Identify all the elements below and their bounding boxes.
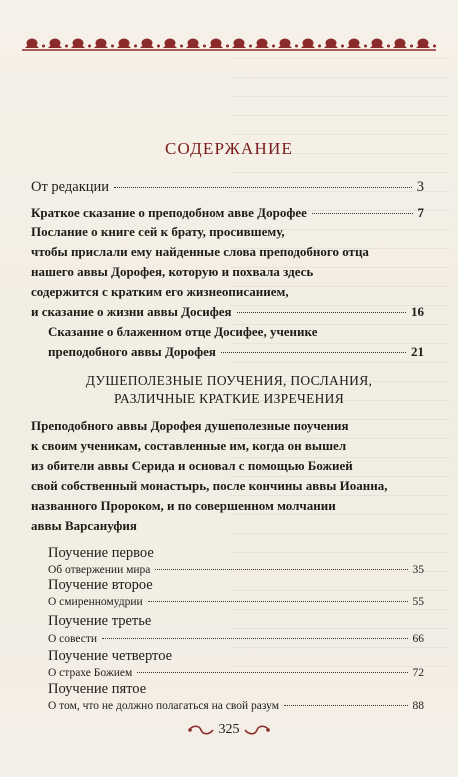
dot-leader xyxy=(312,213,413,214)
dot-leader xyxy=(237,312,406,313)
intro-line: Преподобного аввы Дорофея душеполезные поучения xyxy=(31,418,349,433)
toc-entry-line: чтобы прислали ему найденные слова преподобного отца xyxy=(31,244,369,259)
ornament-motif xyxy=(163,39,183,49)
ornament-motif xyxy=(416,39,436,49)
dot-leader xyxy=(155,569,407,570)
teaching-heading: Поучение третье xyxy=(48,613,152,629)
toc-page-number: 21 xyxy=(411,344,424,359)
intro-line: из обители аввы Серида и основал с помощью Божией xyxy=(31,458,353,473)
ornament-motif xyxy=(71,39,91,49)
toc-entry-line: Послание о книге сей к брату, просившему, xyxy=(31,224,285,239)
teaching-subtitle-row xyxy=(48,700,424,712)
ornament-motif xyxy=(324,39,344,49)
toc-page-number: 7 xyxy=(417,205,424,220)
ornament-motif xyxy=(255,39,275,49)
toc-page-number: 3 xyxy=(416,179,424,195)
toc-page-number: 16 xyxy=(411,304,424,319)
toc-page-number: 66 xyxy=(412,633,424,645)
toc-page-number: 88 xyxy=(412,700,424,712)
teaching-subtitle: Об отвержении мира xyxy=(48,564,151,576)
section-heading-line: ДУШЕПОЛЕЗНЫЕ ПОУЧЕНИЯ, ПОСЛАНИЯ, xyxy=(85,373,373,388)
dot-leader xyxy=(284,705,408,706)
toc-entry-short-tale[interactable] xyxy=(31,205,424,221)
ornament-motif xyxy=(140,39,160,49)
intro-line: названного Пророком, и по совершенном молчании xyxy=(31,498,336,513)
section-heading-line: РАЗЛИЧНЫЕ КРАТКИЕ ИЗРЕЧЕНИЯ xyxy=(113,391,345,406)
ornament-motif xyxy=(370,39,390,49)
ornament-motif xyxy=(393,39,413,49)
ornament-motif xyxy=(117,39,137,49)
toc-entry-last-line xyxy=(31,304,424,320)
toc-page-number: 35 xyxy=(412,564,424,576)
flourish-right-icon xyxy=(243,724,271,736)
page-number-footer xyxy=(0,722,458,738)
teaching-subtitle: О страхе Божием xyxy=(48,667,133,679)
ornament-motif xyxy=(347,39,367,49)
decorative-border-ornament xyxy=(22,35,436,53)
page-title: СОДЕРЖАНИЕ xyxy=(164,139,294,158)
teaching-subtitle-row xyxy=(48,564,424,576)
toc-entry-last-line xyxy=(48,344,424,360)
dot-leader xyxy=(102,638,407,639)
ornament-motif xyxy=(94,39,114,49)
dot-leader xyxy=(148,601,408,602)
page-number: 325 xyxy=(218,722,240,737)
toc-entry-title: и сказание о жизни аввы Досифея xyxy=(31,304,232,319)
intro-line: аввы Варсануфия xyxy=(31,518,137,533)
intro-line: к своим ученикам, составленные им, когда он вышел xyxy=(31,438,347,453)
teaching-subtitle: О совести xyxy=(48,633,98,645)
ornament-motif xyxy=(301,39,321,49)
toc-page-number: 55 xyxy=(412,596,424,608)
teaching-subtitle-row xyxy=(48,596,424,608)
ornament-motif xyxy=(186,39,206,49)
teaching-subtitle: О смиренномудрии xyxy=(48,596,143,608)
teaching-heading: Поучение четвертое xyxy=(48,648,173,664)
teaching-heading: Поучение пятое xyxy=(48,681,147,697)
teaching-subtitle-row xyxy=(48,633,424,645)
ornament-motif xyxy=(278,39,298,49)
teaching-subtitle-row xyxy=(48,667,424,679)
toc-entry-line: нашего аввы Дорофея, которую и похвала здесь xyxy=(31,264,314,279)
teaching-heading: Поучение второе xyxy=(48,577,153,593)
teaching-heading: Поучение первое xyxy=(48,545,154,561)
toc-entry-title: преподобного аввы Дорофея xyxy=(48,344,216,359)
toc-entry-title: От редакции xyxy=(31,179,110,195)
dot-leader xyxy=(137,672,407,673)
ornament-motif xyxy=(25,39,45,49)
toc-entry-title: Краткое сказание о преподобном авве Дорофее xyxy=(31,205,307,220)
toc-page-number: 72 xyxy=(412,667,424,679)
dot-leader xyxy=(221,352,406,353)
toc-entry-line: Сказание о блаженном отце Досифее, ученике xyxy=(48,324,318,339)
flourish-left-icon xyxy=(187,724,215,736)
toc-entry-editorial[interactable] xyxy=(31,179,424,196)
ornament-motif xyxy=(209,39,229,49)
ornament-motif xyxy=(48,39,68,49)
dot-leader xyxy=(114,187,412,188)
teaching-subtitle: О том, что не должно полагаться на свой разум xyxy=(48,700,279,712)
ornament-motif xyxy=(232,39,252,49)
toc-entry-line: содержится с кратким его жизнеописанием, xyxy=(31,284,289,299)
intro-line: свой собственный монастырь, после кончины аввы Иоанна, xyxy=(31,478,388,493)
